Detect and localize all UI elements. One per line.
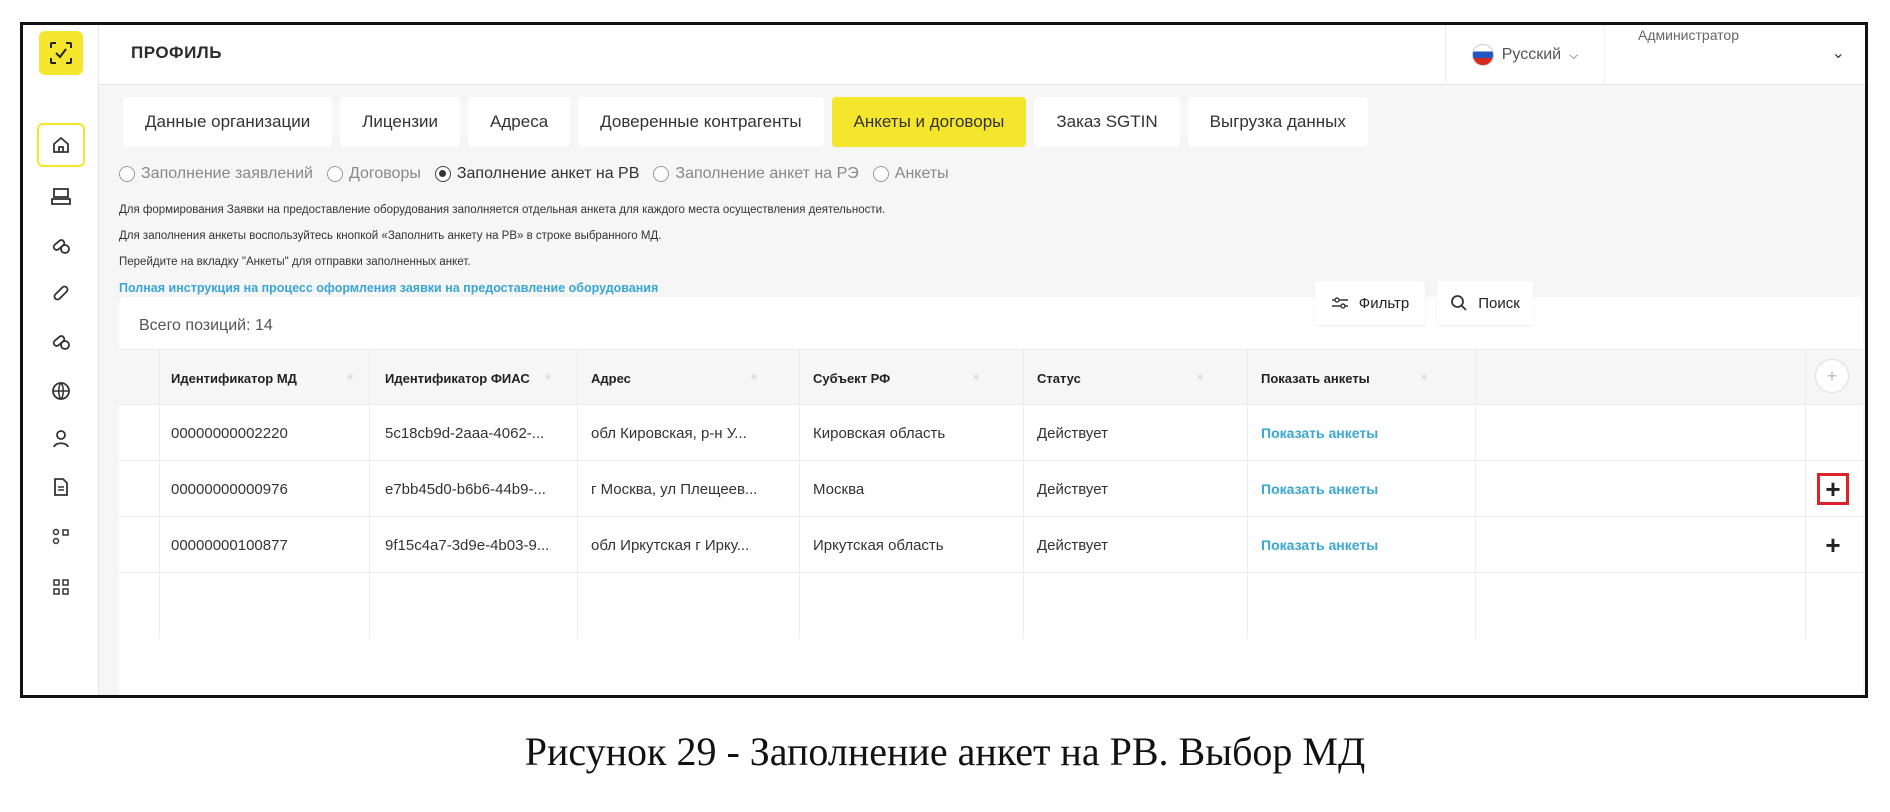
info-line: Перейдите на вкладку "Анкеты" для отправки заполненных анкет. <box>119 256 471 268</box>
page-title: ПРОФИЛЬ <box>131 43 222 62</box>
radio-label: Анкеты <box>894 165 949 182</box>
cell-md: 00000000002220 <box>171 424 288 442</box>
figure-caption: Рисунок 29 - Заполнение анкет на РВ. Выбор МД <box>524 729 1366 774</box>
column-header-status[interactable] <box>1037 350 1217 406</box>
sort-icon[interactable]: ≡ <box>545 372 551 383</box>
cell-address: г Москва, ул Плещеев... <box>591 480 758 498</box>
radio-label: Договоры <box>348 165 421 182</box>
column-label: Идентификатор МД <box>171 370 297 386</box>
search-button[interactable] <box>1437 281 1533 325</box>
mode-radio-group <box>119 165 949 183</box>
document-icon[interactable] <box>37 465 85 509</box>
pills-icon[interactable] <box>37 223 85 267</box>
cell-fias: 9f15c4a7-3d9e-4b03-9... <box>385 536 550 554</box>
radio-button[interactable] <box>119 166 135 182</box>
grid-icon[interactable] <box>37 565 85 609</box>
tab-sgtin-order[interactable]: Заказ SGTIN <box>1034 97 1179 147</box>
radio-rv-questionnaires[interactable] <box>435 165 640 183</box>
chevron-down-icon[interactable]: ⌄ <box>1831 45 1845 62</box>
radio-label: Заполнение заявлений <box>141 165 313 182</box>
add-column-button[interactable]: + <box>1815 359 1849 393</box>
column-header-md[interactable] <box>171 350 367 406</box>
column-header-address[interactable] <box>591 350 771 406</box>
info-block <box>119 197 885 301</box>
search-label: Поиск <box>1478 294 1520 312</box>
radio-button[interactable] <box>327 166 343 182</box>
medicine-icon[interactable] <box>37 319 85 363</box>
chevron-down-icon: ⌵ <box>1569 47 1579 62</box>
fill-questionnaire-button[interactable]: + <box>1825 529 1841 560</box>
show-questionnaires-link[interactable]: Показать анкеты <box>1261 481 1379 497</box>
profile-tabs <box>123 97 1368 147</box>
radio-button[interactable] <box>653 166 669 182</box>
language-selector[interactable] <box>1445 25 1605 85</box>
flag-icon <box>1472 44 1494 66</box>
sidebar <box>23 25 99 695</box>
column-label: Статус <box>1037 370 1081 386</box>
cell-region: Кировская область <box>813 424 946 442</box>
sort-icon[interactable]: ≡ <box>973 372 979 383</box>
top-bar <box>99 25 1865 85</box>
cell-status: Действует <box>1037 424 1108 442</box>
table-row[interactable] <box>119 461 1863 517</box>
filter-button[interactable] <box>1315 281 1425 325</box>
user-icon[interactable] <box>37 417 85 461</box>
column-label: Идентификатор ФИАС <box>385 370 530 386</box>
fill-questionnaire-button[interactable]: + <box>1817 473 1849 505</box>
tab-licenses[interactable]: Лицензии <box>340 97 460 147</box>
tab-trusted-counterparties[interactable]: Доверенные контрагенты <box>578 97 823 147</box>
app-window <box>20 22 1868 698</box>
link-icon[interactable] <box>37 271 85 315</box>
column-header-fias[interactable] <box>385 350 565 406</box>
devices-icon[interactable] <box>37 175 85 219</box>
column-label: Субъект РФ <box>813 370 891 386</box>
md-table-card <box>119 294 1863 698</box>
language-label: Русский <box>1501 46 1562 63</box>
column-label: Показать анкеты <box>1261 370 1370 386</box>
modules-icon[interactable] <box>37 515 85 559</box>
search-icon <box>1450 294 1468 312</box>
tab-addresses[interactable]: Адреса <box>468 97 570 147</box>
sort-icon[interactable]: ≡ <box>1197 372 1203 383</box>
radio-contracts[interactable] <box>327 165 421 183</box>
user-menu[interactable] <box>1610 25 1865 85</box>
tab-questionnaires-contracts[interactable]: Анкеты и договоры <box>832 97 1027 147</box>
tab-organization-data[interactable]: Данные организации <box>123 97 332 147</box>
table-row[interactable] <box>119 517 1863 573</box>
radio-button[interactable] <box>435 166 451 182</box>
instruction-link[interactable]: Полная инструкция на процесс оформления заявки на предоставление оборудования <box>119 281 659 295</box>
radio-re-questionnaires[interactable] <box>653 165 858 183</box>
sort-icon[interactable]: ≡ <box>1421 372 1427 383</box>
total-count: Всего позиций: 14 <box>139 317 273 334</box>
home-icon[interactable] <box>37 123 85 167</box>
column-header-region[interactable] <box>813 350 993 406</box>
tab-data-export[interactable]: Выгрузка данных <box>1188 97 1368 147</box>
filter-label: Фильтр <box>1358 294 1410 312</box>
column-header-show[interactable] <box>1261 350 1441 406</box>
cell-fias: e7bb45d0-b6b6-44b9-... <box>385 480 546 498</box>
cell-status: Действует <box>1037 480 1108 498</box>
cell-region: Иркутская область <box>813 536 944 554</box>
globe-icon[interactable] <box>37 369 85 413</box>
user-name: Администратор <box>1638 27 1740 43</box>
logo-icon[interactable] <box>39 31 83 75</box>
cell-address: обл Кировская, р-н У... <box>591 424 747 442</box>
table-row[interactable] <box>119 405 1863 461</box>
show-questionnaires-link[interactable]: Показать анкеты <box>1261 537 1379 553</box>
info-line: Для формирования Заявки на предоставление оборудования заполняется отдельная анкета для каждого места осуществления деятельности. <box>119 204 886 216</box>
cell-fias: 5c18cb9d-2aaa-4062-... <box>385 424 545 442</box>
cell-region: Москва <box>813 480 865 498</box>
filter-icon <box>1331 296 1349 310</box>
show-questionnaires-link[interactable]: Показать анкеты <box>1261 425 1379 441</box>
info-line: Для заполнения анкеты воспользуйтесь кнопкой «Заполнить анкету на РВ» в строке выбранного МД. <box>119 230 662 242</box>
sort-icon[interactable]: ≡ <box>751 372 757 383</box>
sort-icon[interactable]: ≡ <box>347 372 353 383</box>
radio-button[interactable] <box>873 166 889 182</box>
cell-status: Действует <box>1037 536 1108 554</box>
cell-md: 00000000000976 <box>171 480 288 498</box>
radio-label: Заполнение анкет на РВ <box>456 165 640 182</box>
table-header <box>119 349 1863 405</box>
cell-md: 00000000100877 <box>171 536 288 554</box>
radio-questionnaires[interactable] <box>873 165 949 183</box>
radio-label: Заполнение анкет на РЭ <box>675 165 859 182</box>
cell-address: обл Иркутская г Ирку... <box>591 536 750 554</box>
column-label: Адрес <box>591 370 631 386</box>
radio-applications[interactable] <box>119 165 313 183</box>
